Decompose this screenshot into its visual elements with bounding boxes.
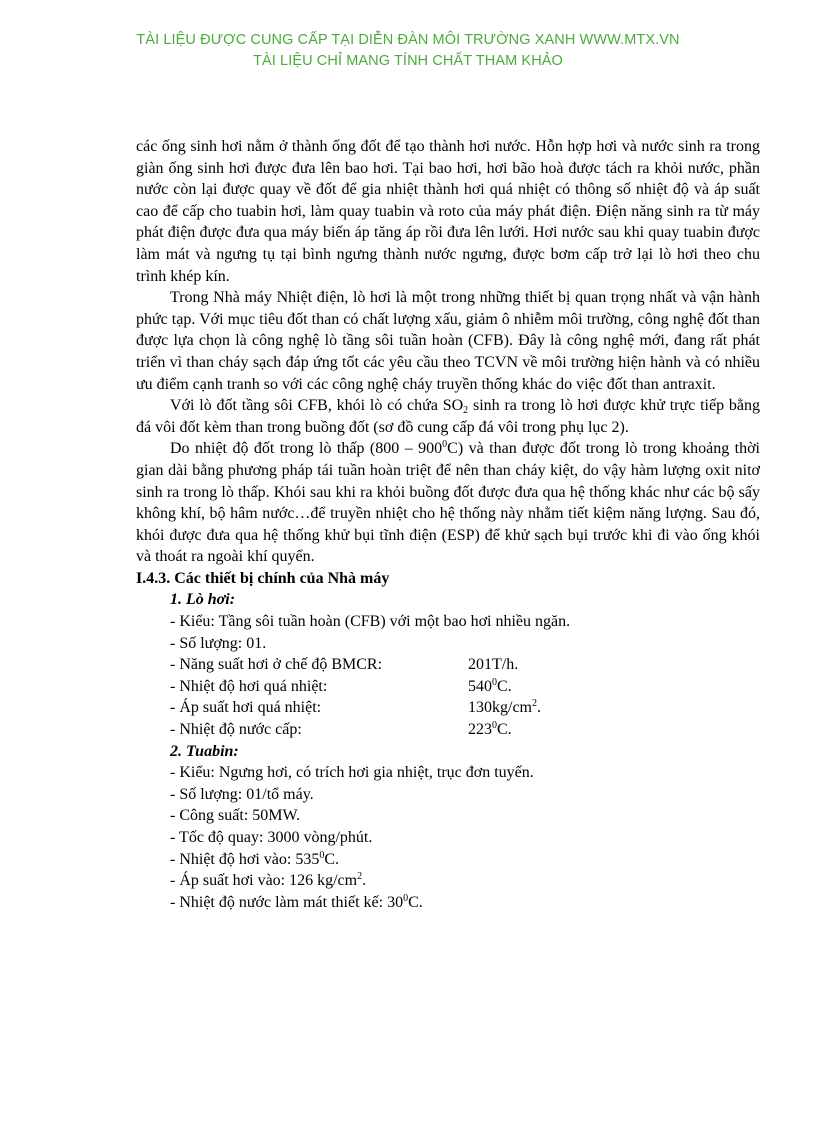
paragraph-4 <box>136 438 760 568</box>
inlet-temp-superscript: 0 <box>319 849 325 861</box>
turbine-heading: 2. Tuabin: <box>170 742 239 760</box>
spec-value-text: 540 <box>468 677 492 695</box>
so2-subscript: 2 <box>463 405 469 417</box>
boiler-type: - Kiểu: Tầng sôi tuần hoàn (CFB) với một bao hơi nhiều ngăn. <box>170 613 571 631</box>
inlet-temp-text: - Nhiệt độ hơi vào: 535 <box>170 850 320 868</box>
boiler-spec-row <box>136 654 760 676</box>
spec-value-unit: C. <box>497 721 512 739</box>
inlet-pressure-unit: . <box>362 872 367 890</box>
spec-value-text: 223 <box>468 721 492 739</box>
spec-label: - Áp suất hơi quá nhiệt: <box>170 699 322 717</box>
section-heading: I.4.3. Các thiết bị chính của Nhà máy <box>136 569 390 587</box>
spec-value-text: 201T/h. <box>468 656 519 674</box>
page-header <box>0 30 816 72</box>
cooling-temp-text: - Nhiệt độ nước làm mát thiết kế: 30 <box>170 893 404 911</box>
paragraph-3-part-b: sinh ra trong lò hơi được khử trực tiếp bằng đá vôi đốt kèm than trong buồng đốt (sơ đồ cung cấp đá vôi trong phụ lục 2). <box>136 397 760 436</box>
paragraph-3 <box>136 395 760 438</box>
spec-value-unit: C. <box>497 677 512 695</box>
paragraph-2: Trong Nhà máy Nhiệt điện, lò hơi là một trong những thiết bị quan trọng nhất và vận hành phức tạp. Với mục tiêu đốt than có chất lượng xấu, giảm ô nhiễm môi trường, công nghệ đốt than được lựa chọn là công nghệ lò tầng sôi tuần hoàn (CFB). Đây là công nghệ mới, đang rất phát triển vì than cháy sạch đáp ứng tốt các yêu cầu theo TCVN về môi trường hiện hành và có nhiều ưu điểm cạnh tranh so với các công nghệ cháy truyền thống khác do việc đốt than antraxit. <box>136 289 760 393</box>
spec-label: - Năng suất hơi ở chế độ BMCR: <box>170 656 383 674</box>
boiler-spec-row <box>136 719 760 741</box>
spec-label: - Nhiệt độ hơi quá nhiệt: <box>170 677 328 695</box>
boiler-quantity: - Số lượng: 01. <box>170 634 267 652</box>
turbine-cooling-temp <box>136 892 760 914</box>
turbine-inlet-temp <box>136 849 760 871</box>
paragraph-3-part-a: Với lò đốt tầng sôi CFB, khói lò có chứa SO <box>170 397 464 415</box>
paragraph-4-part-b: C) và than được đốt trong lò trong khoảng thời gian dài bằng phương pháp tái tuần hoàn triệt để nên than cháy kiệt, do vậy hàm lượng oxit nitơ sinh ra trong lò thấp. Khói sau khi ra khỏi buồng đốt được đưa qua hệ thống khác như các bộ sấy không khí, bộ hâm nước…để truyền nhiệt cho hệ thống này nhằm tiết kiệm năng lượng. Sau đó, khói được đưa qua hệ thống khử bụi tĩnh điện (ESP) để khử sạch bụi trước khi đi vào ống khói và thoát ra ngoài khí quyển. <box>136 440 760 566</box>
spec-label: - Nhiệt độ nước cấp: <box>170 721 302 739</box>
header-line-2: TÀI LIỆU CHỈ MANG TÍNH CHẤT THAM KHẢO <box>253 53 563 69</box>
turbine-power: - Công suất: 50MW. <box>170 807 301 825</box>
turbine-type: - Kiểu: Ngưng hơi, có trích hơi gia nhiệt, trục đơn tuyến. <box>170 764 534 782</box>
cooling-temp-unit: C. <box>408 893 423 911</box>
turbine-speed: - Tốc độ quay: 3000 vòng/phút. <box>170 829 373 846</box>
boiler-heading: 1. Lò hơi: <box>170 591 236 609</box>
inlet-pressure-text: - Áp suất hơi vào: 126 kg/cm <box>170 872 358 890</box>
inlet-pressure-superscript: 2 <box>357 871 363 883</box>
spec-value <box>468 676 760 698</box>
cooling-temp-superscript: 0 <box>403 892 409 904</box>
degree-superscript: 0 <box>442 439 448 451</box>
turbine-inlet-pressure <box>136 870 760 892</box>
boiler-spec-row <box>136 676 760 698</box>
spec-value <box>468 697 760 719</box>
paragraph-1: các ống sinh hơi nằm ở thành ống đốt để tạo thành hơi nước. Hỗn hợp hơi và nước sinh ra trong giàn ống sinh hơi được đưa lên bao hơi. Tại bao hơi, hơi bão hoà được tách ra khỏi nước, phần nước còn lại được quay về đốt để gia nhiệt thành hơi quá nhiệt có thông số nhiệt độ và áp suất cao để cấp cho tuabin hơi, làm quay tuabin và roto của máy phát điện. Điện năng sinh ra từ máy phát điện được đưa qua máy biến áp tăng áp rồi đưa lên lưới. Hơi nước sau khi quay tuabin được làm mát và ngưng tụ tại bình ngưng thành nước ngưng, được bơm cấp trở lại lò hơi theo chu trình khép kín. <box>136 138 760 285</box>
paragraph-4-part-a: Do nhiệt độ đốt trong lò thấp (800 – 900 <box>170 440 443 458</box>
spec-value-unit: . <box>537 699 541 717</box>
spec-superscript: 0 <box>492 676 497 688</box>
boiler-spec-row <box>136 697 760 719</box>
inlet-temp-unit: C. <box>324 850 339 868</box>
spec-value <box>468 719 760 741</box>
spec-superscript: 2 <box>532 698 537 710</box>
turbine-quantity: - Số lượng: 01/tổ máy. <box>170 785 314 803</box>
spec-value-text: 130kg/cm <box>468 699 532 717</box>
spec-superscript: 0 <box>492 720 497 732</box>
document-body <box>136 136 760 913</box>
header-line-1: TÀI LIỆU ĐƯỢC CUNG CẤP TẠI DIỄN ĐÀN MÔI TRƯỜNG XANH WWW.MTX.VN <box>136 32 680 48</box>
spec-value <box>468 654 760 676</box>
